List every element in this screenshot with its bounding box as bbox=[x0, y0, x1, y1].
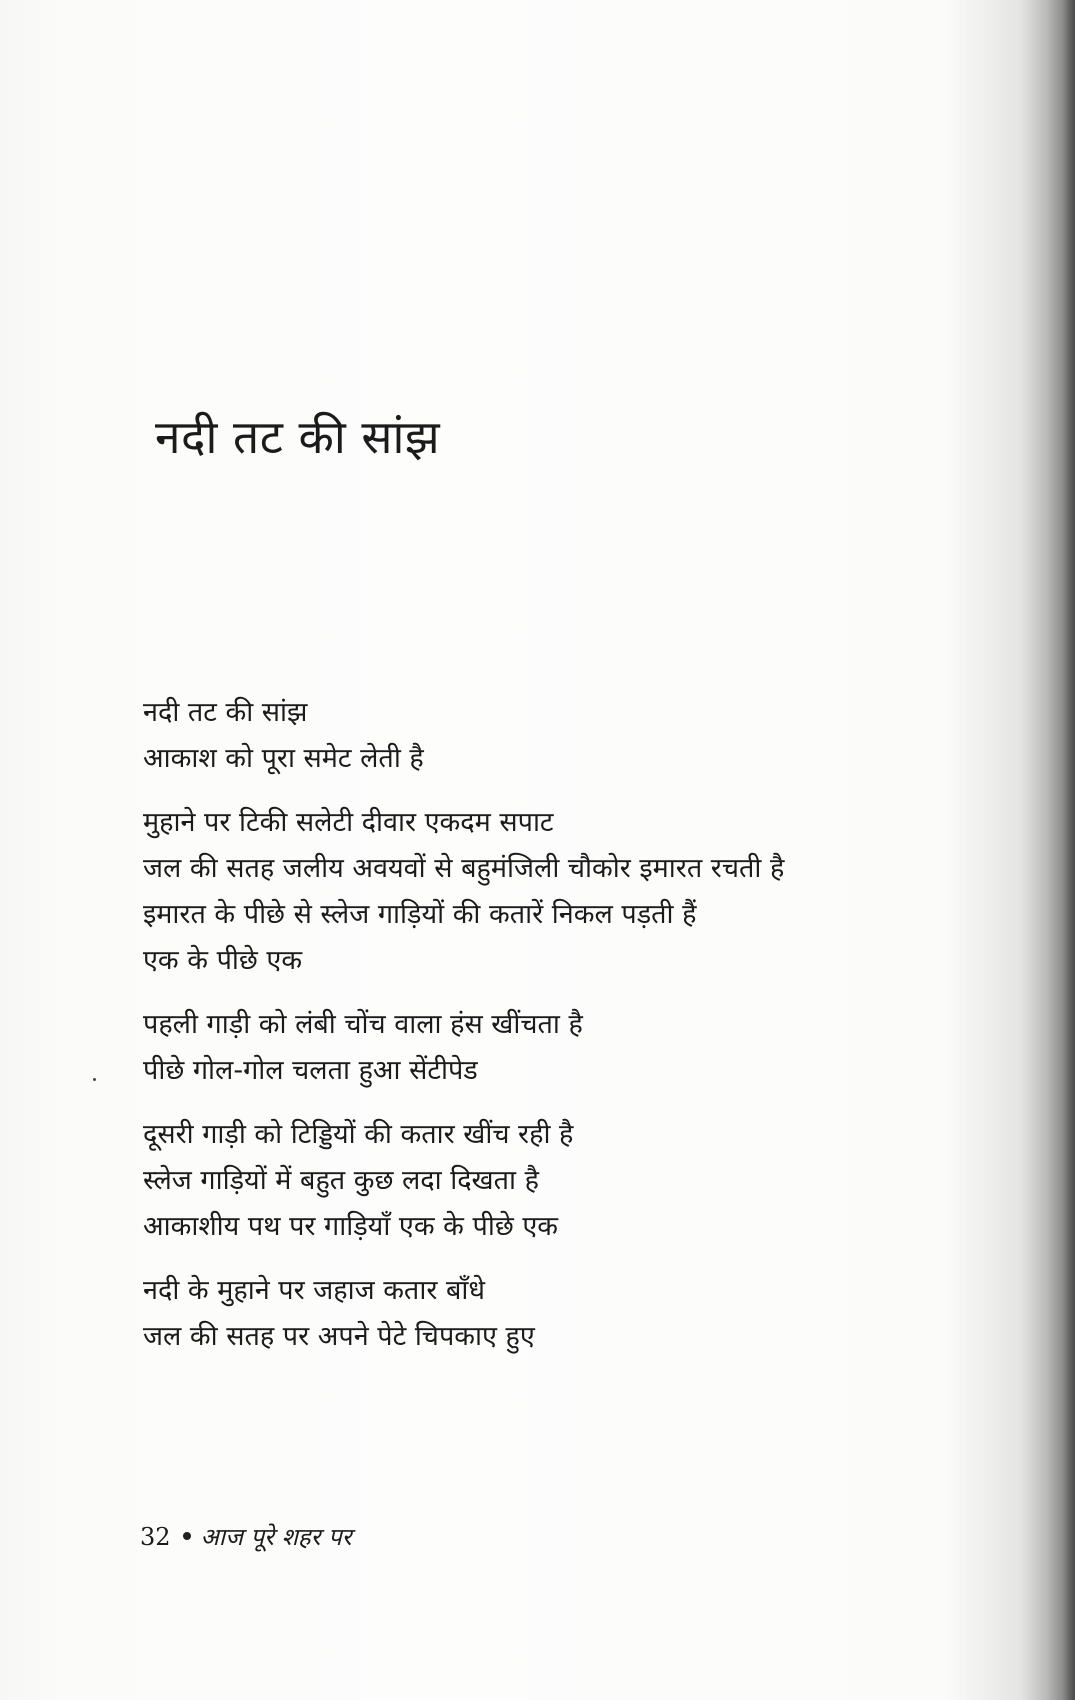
poem-line: इमारत के पीछे से स्लेज गाड़ियों की कतारें निकल पड़ती हैं bbox=[143, 899, 697, 930]
bullet-separator bbox=[183, 1532, 191, 1540]
stanza-4 bbox=[143, 1112, 1023, 1250]
poem-body bbox=[143, 690, 1023, 1378]
page-footer bbox=[140, 1520, 352, 1553]
stanza-2 bbox=[143, 800, 1023, 984]
poem-line: मुहाने पर टिकी सलेटी दीवार एकदम सपाट bbox=[143, 807, 554, 838]
stanza-1 bbox=[143, 690, 1023, 782]
stanza-5 bbox=[143, 1268, 1023, 1360]
poem-line: जल की सतह जलीय अवयवों से बहुमंजिली चौकोर इमारत रचती है bbox=[143, 853, 785, 884]
ink-speck bbox=[93, 1078, 96, 1081]
poem-title: नदी तट की सांझ bbox=[155, 410, 441, 464]
poem-line: स्लेज गाड़ियों में बहुत कुछ लदा दिखता है bbox=[143, 1165, 539, 1196]
poem-line: पीछे गोल-गोल चलता हुआ सेंटीपेड bbox=[143, 1055, 478, 1086]
poem-line: आकाश को पूरा समेट लेती है bbox=[143, 743, 424, 774]
poem-line: नदी के मुहाने पर जहाज कतार बाँधे bbox=[143, 1275, 485, 1306]
page-number: 32 bbox=[140, 1523, 171, 1551]
poem-line: एक के पीछे एक bbox=[143, 945, 303, 976]
poem-line: पहली गाड़ी को लंबी चोंच वाला हंस खींचता है bbox=[143, 1009, 583, 1040]
stanza-3 bbox=[143, 1002, 1023, 1094]
poem-line: आकाशीय पथ पर गाड़ियाँ एक के पीछे एक bbox=[143, 1211, 558, 1242]
poem-line: नदी तट की सांझ bbox=[143, 697, 308, 728]
poem-line: दूसरी गाड़ी को टिड्डियों की कतार खींच रही है bbox=[143, 1119, 574, 1150]
spine-shadow bbox=[1047, 0, 1075, 1700]
book-title: आज पूरे शहर पर bbox=[200, 1523, 352, 1551]
poem-line: जल की सतह पर अपने पेटे चिपकाए हुए bbox=[143, 1321, 535, 1352]
